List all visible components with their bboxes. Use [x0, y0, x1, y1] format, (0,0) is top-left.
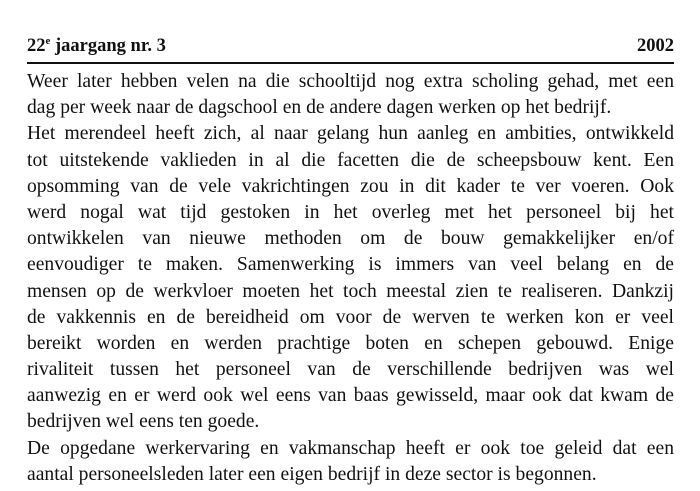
text-line: Het merendeel heeft zich, al naar gelang hun aanleg en ambities, ontwikkeld	[27, 123, 674, 145]
text-line: bedrijven wel eens ten goede.	[27, 411, 260, 433]
running-header	[27, 24, 674, 54]
text-line: Weer later hebben velen na die schooltijd nog extra scholing gehad, met een	[27, 71, 674, 92]
text-line: eenvoudiger te maken. Samenwerking is immers van veel belang en de	[27, 254, 674, 276]
paragraph-3	[27, 436, 674, 488]
text-line: dag per week naar de dagschool en de andere dagen werken op het bedrijf.	[27, 97, 612, 119]
text-line: opsomming van de vele vakrichtingen zou in dit kader te ver voeren. Ook	[27, 175, 674, 197]
text-line: bereikt worden en werden prachtige boten en schepen gebouwd. Enige	[27, 332, 674, 354]
text-line: ontwikkelen van nieuwe methoden om de bouw gemakkelijker en/of	[27, 228, 674, 250]
paragraph-1	[27, 69, 674, 121]
text-line: aantal personeelsleden later een eigen bedrijf in deze sector is begonnen.	[27, 463, 597, 485]
header-rule	[27, 62, 674, 64]
text-line: rivaliteit tussen het personeel van de verschillende bedrijven was wel	[27, 359, 674, 381]
text-line: werd nogal wat tijd gestoken in het overleg met het personeel bij het	[27, 201, 674, 223]
year-label: 2002	[637, 36, 674, 56]
issue-superscript: e	[45, 35, 51, 47]
issue-label	[27, 34, 166, 60]
text-line: tot uitstekende vaklieden in al die facetten die de scheepsbouw kent. Een	[27, 149, 674, 171]
issue-rest: jaargang nr. 3	[50, 36, 166, 56]
document-page	[27, 24, 674, 485]
body-text	[27, 69, 674, 488]
issue-number: 22	[27, 36, 46, 56]
text-line: de vakkennis en de bereidheid om voor de werven te werken kon er veel	[27, 306, 674, 328]
text-line: aanwezig en er werd ook wel eens van baas gewisseld, maar ook dat kwam de	[27, 385, 674, 407]
text-line: mensen op de werkvloer moeten het toch meestal zien te realiseren. Dankzij	[27, 280, 674, 302]
text-line: De opgedane werkervaring en vakmanschap heeft er ook toe geleid dat een	[27, 437, 674, 459]
paragraph-2	[27, 121, 674, 435]
